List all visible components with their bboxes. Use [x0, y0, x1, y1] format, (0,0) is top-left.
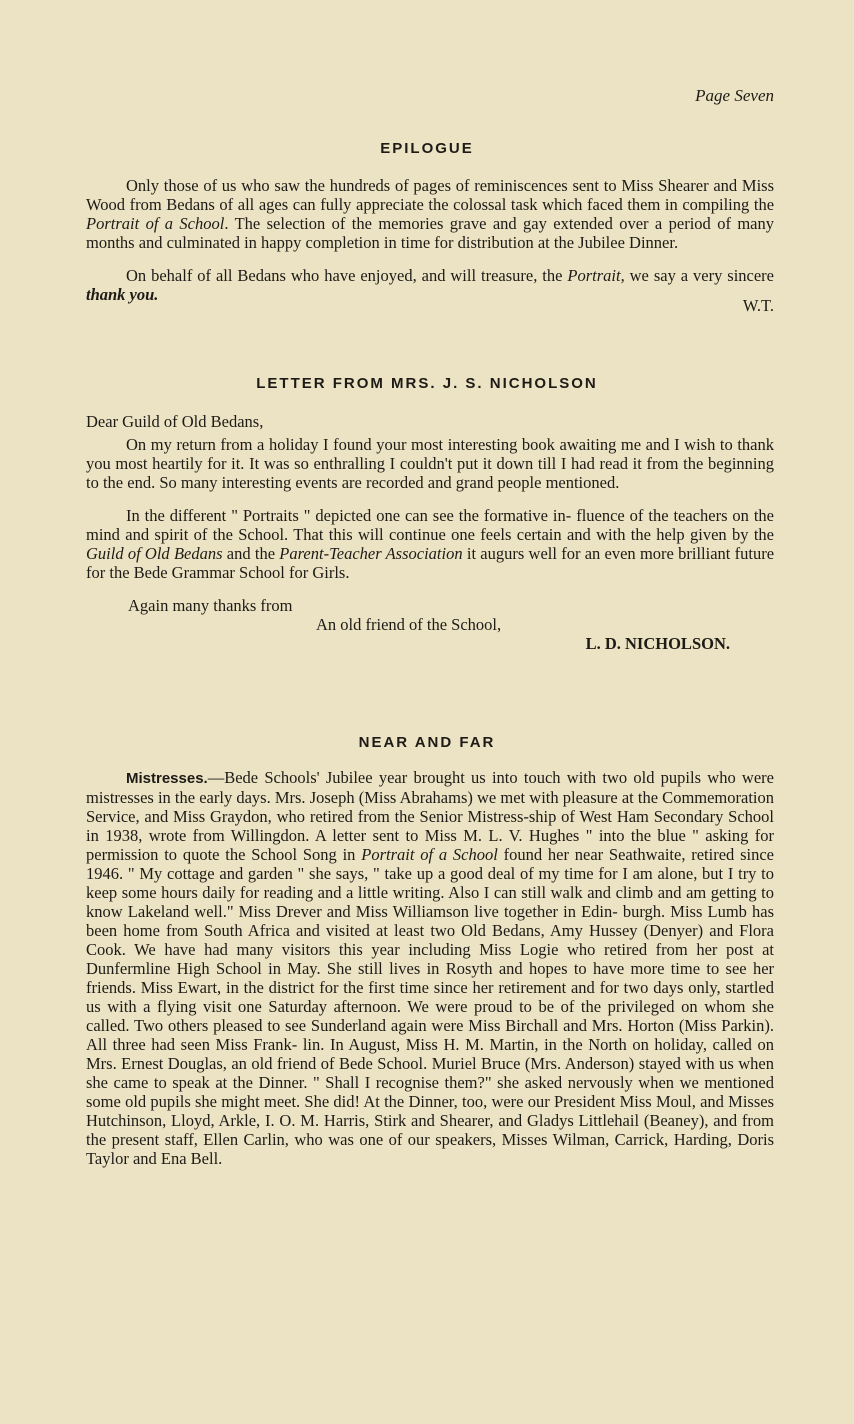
letter-heading: LETTER FROM MRS. J. S. NICHOLSON — [256, 375, 598, 392]
letter-sign-off: An old friend of the School, — [316, 615, 502, 634]
letter-salutation: Dear Guild of Old Bedans, — [86, 412, 264, 431]
text-line: Lakeland well." Miss Drever and Miss Williamson live together in Edin- — [127, 902, 618, 921]
text-line: Secondary School in 1938, wrote from Willingdon. A letter sent to Miss — [86, 807, 774, 845]
epilogue-paragraph-1 — [86, 176, 774, 252]
text-line: who was one of our speakers, Misses Wilman, Carrick, Harding, Doris — [294, 1130, 775, 1149]
text-line: and Misses Hutchinson, Lloyd, Arkle, I. O. M. Harris, Stirk and Shearer, — [86, 1092, 775, 1130]
emphasis: thank you. — [86, 285, 159, 304]
letter-signature: L. D. NICHOLSON. — [585, 634, 730, 653]
text-line: mentioned. — [545, 473, 620, 492]
text-line: to the end. So many interesting events are recorded and grand people — [86, 473, 542, 492]
text-line: 1946. " My cottage and garden " she says, " take up a good deal of my — [86, 864, 560, 883]
text-line: awaiting me and I wish to thank you most heartily for it. It was so — [86, 435, 774, 473]
near-and-far-heading: NEAR AND FAR — [358, 734, 496, 751]
text-line: them?" she asked nervously when we mentioned some old pupils she might — [86, 1073, 774, 1111]
text-line: the colossal task which faced them in compiling the — [428, 195, 775, 214]
text-line: it augurs well for an even more — [462, 544, 674, 563]
organisation-name: Guild of Old — [86, 544, 170, 563]
near-and-far-paragraph — [86, 768, 774, 1168]
text-line: at the Jubilee Dinner. — [537, 233, 679, 252]
epilogue-initials: W.T. — [742, 296, 774, 315]
text-line: found her near Seathwaite, retired since — [497, 845, 774, 864]
text-line: In the different " Portraits " depicted one can see the formative in- — [126, 506, 572, 525]
text-line: we say a very sincere — [624, 266, 774, 285]
text-line: a little writing. Also I can still walk and climb and am getting to know — [86, 883, 774, 921]
text-line: enthralling I couldn't put it down till I had read it from the beginning — [313, 454, 775, 473]
text-line: Abrahams) we met with pleasure at the Commemoration Service, and — [86, 788, 775, 826]
near-and-far-body — [86, 768, 774, 1168]
text-line: fluence of the teachers on the mind and spirit of the School. That this — [86, 506, 775, 544]
text-line: to have more time to see her friends. Miss Ewart, in the district for the — [86, 959, 775, 997]
letter-paragraph-1 — [86, 435, 774, 492]
page-number: Page Seven — [695, 86, 774, 105]
section-lead: Mistresses. — [126, 770, 208, 787]
text-line: —Bede Schools' Jubilee year brought us into touch with — [207, 768, 597, 787]
text-line: to Miss Shearer and Miss Wood from Bedans of all ages can fully appreciate — [86, 176, 775, 214]
text-line: The selection of the memories grave and gay extended over a period of — [234, 214, 731, 233]
text-line: M. L. V. Hughes " into the blue " asking for permission to quote the — [86, 826, 774, 864]
text-line: meet. She did! At the Dinner, too, were our President Miss Moul, — [263, 1092, 696, 1111]
text-line: burgh. Miss Lumb has been home from South Africa and visited at least — [86, 902, 775, 940]
text-line: On behalf of all Bedans who have enjoyed, and will treasure, the — [126, 266, 563, 285]
book-title: Portrait of a School — [86, 214, 225, 233]
text-line: many months and culminated in happy completion in time for distribution — [86, 214, 775, 252]
text-line: Ernest Douglas, an old friend of Bede School. Muriel Bruce (Mrs. Anderson) — [121, 1054, 635, 1073]
text-line: at Dunfermline High School in May. She still lives in Rosyth and hopes — [86, 940, 774, 978]
text-line: Miss Graydon, who retired from the Senior Mistress-ship of West Ham — [173, 807, 649, 826]
text-line: On my return from a holiday I found your most interesting book — [126, 435, 555, 454]
text-line: brilliant future for the Bede Grammar School for Girls. — [86, 544, 775, 582]
text-line: on whom she called. Two others pleased to see Sunderland again were — [86, 997, 775, 1035]
organisation-name: Parent-Teacher Association — [279, 544, 463, 563]
text-line: time for I am alone, but I try to keep some hours daily for reading and — [86, 864, 775, 902]
letter-body — [86, 412, 774, 653]
text-line: Taylor and Ena Bell. — [86, 1149, 223, 1168]
book-title: Portrait, — [567, 266, 625, 285]
text-line: Miss Birchall and Mrs. Horton (Miss Parkin). All three had seen Miss Frank- — [86, 1016, 775, 1054]
text-line: two old pupils who were mistresses in the early days. Mrs. Joseph (Miss — [86, 768, 774, 807]
text-line: School Song in — [251, 845, 362, 864]
book-title: Portrait of a School — [361, 845, 498, 864]
text-line: lin. In August, Miss H. M. Martin, in the North on holiday, called on Mrs. — [86, 1035, 775, 1073]
text-line: flying visit one Saturday afternoon. We were proud to be of the privileged — [157, 997, 675, 1016]
epilogue-body — [86, 176, 774, 315]
epilogue-heading: EPILOGUE — [380, 140, 474, 157]
letter-paragraph-2 — [86, 506, 774, 582]
letter-closing: Again many thanks from — [128, 596, 293, 615]
organisation-name: Bedans — [173, 544, 223, 563]
text-line: two Old Bedans, Amy Hussey (Denyer) and Flora Cook. We have had — [86, 921, 774, 959]
text-line: will continue one feels certain and with the help given by the — [357, 525, 774, 544]
text-line: stayed with us when she came to speak at the Dinner. " Shall I recognise — [86, 1054, 774, 1092]
text-line: and Gladys Littlehail (Beaney), and from the present staff, Ellen Carlin, — [86, 1111, 774, 1149]
text-line: many visitors this year including Miss Logie who retired from her post — [236, 940, 754, 959]
text-line: . — [224, 214, 229, 233]
text-line: and the — [222, 544, 280, 563]
text-line: first time since her retirement and for two days only, startled us with a — [86, 978, 775, 1016]
text-line: Only those of us who saw the hundreds of pages of reminiscences sent — [126, 176, 600, 195]
